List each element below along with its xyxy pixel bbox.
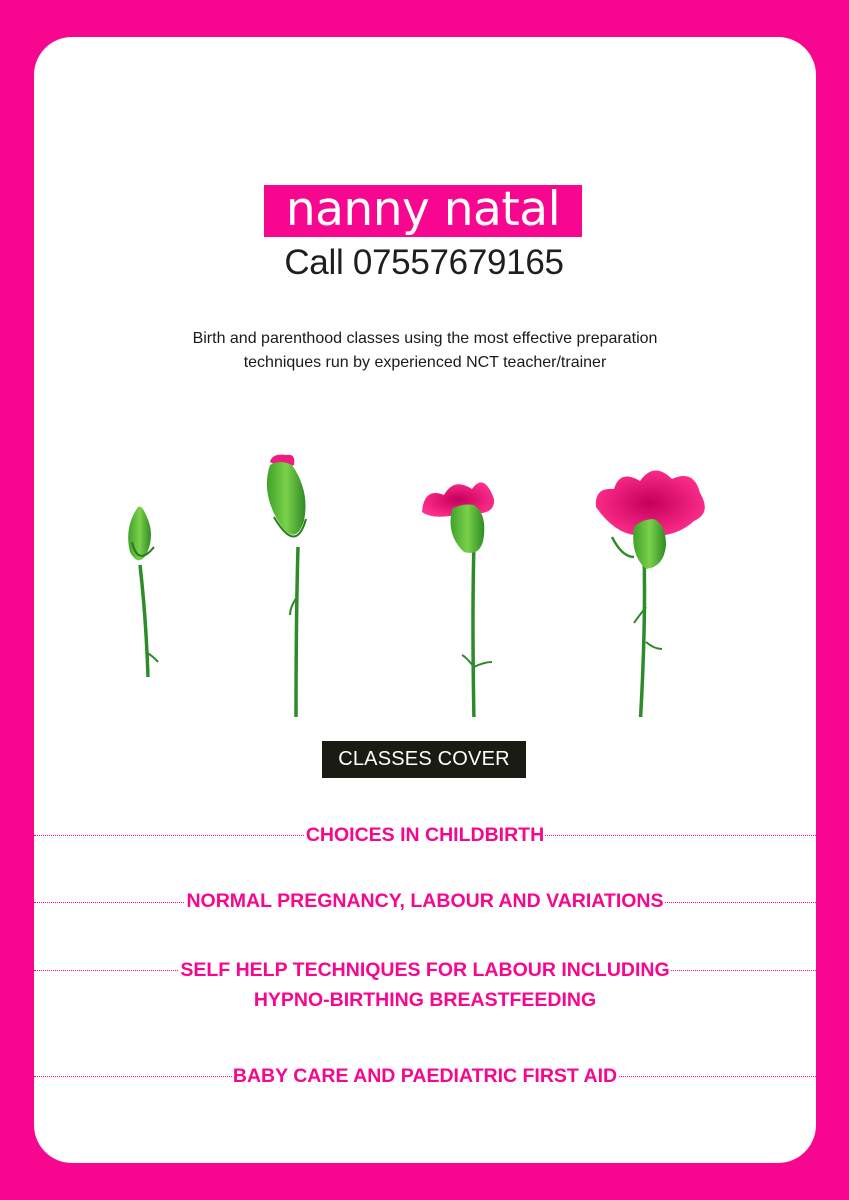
topic-normal-pregnancy: [34, 886, 816, 918]
carnation-half-bloom-icon: [422, 482, 494, 717]
intro-text: [94, 327, 756, 375]
carnation-full-bloom-icon: [596, 470, 705, 717]
intro-line-2: techniques run by experienced NCT teacher/trainer: [243, 354, 607, 371]
carnation-growth-image: [34, 417, 816, 717]
carnation-bud-icon: [128, 507, 158, 677]
intro-line-1: Birth and parenthood classes using the most effective preparation: [192, 330, 658, 347]
topic-self-help: [34, 955, 816, 1017]
flyer-card: [34, 37, 816, 1163]
carnation-opening-icon: [267, 455, 306, 717]
topic-line: NORMAL PREGNANCY, LABOUR AND VARIATIONS: [186, 890, 664, 912]
topic-line: BABY CARE AND PAEDIATRIC FIRST AID: [232, 1065, 618, 1087]
topic-line: CHOICES IN CHILDBIRTH: [305, 824, 545, 846]
brand-name: nanny natal: [285, 182, 561, 237]
topic-line: SELF HELP TECHNIQUES FOR LABOUR INCLUDING: [180, 959, 670, 981]
classes-cover-label: CLASSES COVER: [322, 741, 526, 778]
topic-line-2: HYPNO-BIRTHING BREASTFEEDING: [253, 989, 597, 1011]
topic-choices: [34, 820, 816, 852]
phone-number[interactable]: Call 07557679165: [284, 243, 564, 282]
topic-baby-care: [34, 1061, 816, 1093]
